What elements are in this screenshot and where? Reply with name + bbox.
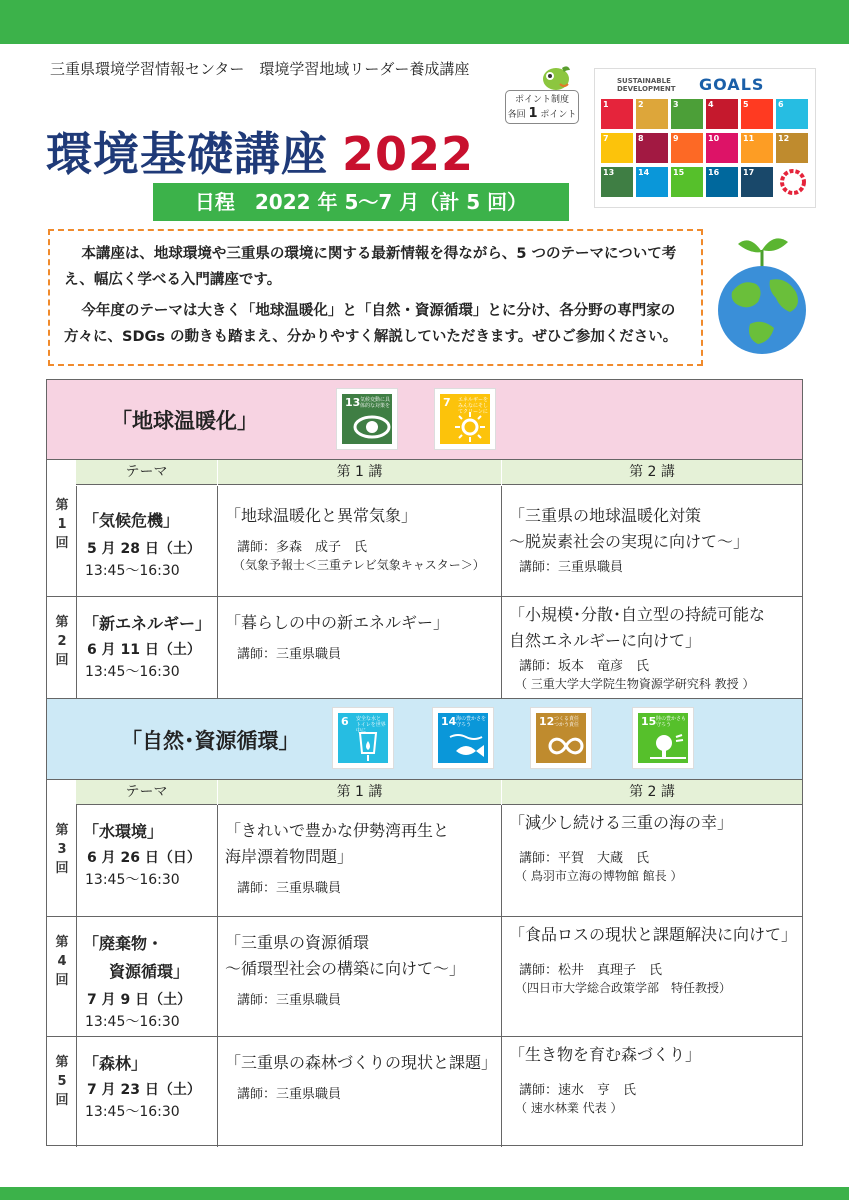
sdg-goals-word: GOALS xyxy=(699,75,765,94)
sdg-tile: 15 xyxy=(671,167,703,197)
lecture1-lecturer: 講師：三重県職員 xyxy=(237,1087,342,1102)
sdg-tile: 4 xyxy=(706,99,738,129)
sdg-goal-label: エネルギーをみんなにそしてクリーンに xyxy=(458,397,489,415)
theme-name: 「水環境」 xyxy=(83,822,164,841)
sdg-goal-number: 6 xyxy=(341,715,349,728)
sdg-tile: 13 xyxy=(601,167,633,197)
sdg-wheel-icon xyxy=(776,167,808,197)
sdg-goal-label: つくる責任 つかう責任 xyxy=(554,716,580,728)
round-label-char: 3 xyxy=(57,842,67,857)
round-label-char: 回 xyxy=(55,653,69,668)
round-label-char: 第 xyxy=(55,615,69,630)
lecture2-title: 「小規模･分散･自立型の持続可能な xyxy=(509,605,766,624)
sdg-tile: 11 xyxy=(741,133,773,163)
sdg-goal-label: 気候変動に具体的な対策を xyxy=(360,397,391,409)
sdg-tile: 8 xyxy=(636,133,668,163)
bottom-color-band xyxy=(0,1187,849,1200)
divider xyxy=(217,917,218,1037)
session-time: 13:45～16:30 xyxy=(85,872,180,888)
round-row xyxy=(47,597,802,698)
round-label-char: 第 xyxy=(55,1055,69,1070)
session-time: 13:45～16:30 xyxy=(85,1014,180,1030)
column-lecture1-header: 第 1 講 xyxy=(218,780,501,805)
organizer-line: 三重県環境学習情報センター 環境学習地域リーダー養成講座 xyxy=(50,60,470,78)
round-row xyxy=(47,486,802,597)
sdg-goal-7-icon xyxy=(435,389,495,449)
column-lecture2-header: 第 2 講 xyxy=(502,460,802,485)
point-badge-line2 xyxy=(506,107,578,122)
point-system-badge xyxy=(505,90,579,124)
round-label-char: 回 xyxy=(55,1093,69,1108)
sdg-goal-15-icon xyxy=(633,708,693,768)
sdg-goal-6-icon xyxy=(333,708,393,768)
lecture1-title: 「三重県の森林づくりの現状と課題」 xyxy=(225,1053,498,1072)
sdg-tile: 2 xyxy=(636,99,668,129)
lecture2-affiliation: （ 鳥羽市立海の博物館 館長 ） xyxy=(515,869,683,883)
round-row xyxy=(47,917,802,1037)
sdg-goal-14-icon xyxy=(433,708,493,768)
top-color-band xyxy=(0,0,849,44)
title-year: 2022 xyxy=(342,127,475,181)
theme-name: 「森林」 xyxy=(83,1054,148,1073)
lecture2-lecturer: 講師：速水 亨 氏 xyxy=(519,1083,637,1098)
round-label-char: 第 xyxy=(55,935,69,950)
sdg-tile: 9 xyxy=(671,133,703,163)
session-time: 13:45～16:30 xyxy=(85,664,180,680)
sdg-tile: 6 xyxy=(776,99,808,129)
lecture2-lecturer: 講師：平賀 大蔵 氏 xyxy=(519,851,650,866)
theme-name: 「新エネルギー」 xyxy=(83,614,212,633)
session-date: 7 月 9 日（土） xyxy=(87,992,192,1008)
session-date: 6 月 11 日（土） xyxy=(87,642,201,658)
section-global-warming-header xyxy=(47,380,802,459)
intro-paragraph-1: 本講座は、地球環境や三重県の環境に関する最新情報を得ながら、5 つのテーマについて考え、幅広く学べる入門講座です。 xyxy=(64,246,677,288)
schedule-bar: 日程 2022 年 5～7 月（計 5 回） xyxy=(153,183,569,221)
round-label-char: 1 xyxy=(57,517,67,532)
sdg-head-line2: DEVELOPMENT xyxy=(617,85,676,93)
round-row xyxy=(47,1037,802,1147)
lecture1-title: 「きれいで豊かな伊勢湾再生と xyxy=(225,821,450,840)
intro-box xyxy=(48,229,703,366)
sdg-goal-number: 14 xyxy=(441,715,457,728)
lecture2-title-line2: ～脱炭素社会の実現に向けて～」 xyxy=(509,532,750,551)
divider xyxy=(217,486,218,597)
sdg-tile: 10 xyxy=(706,133,738,163)
mascot-icon xyxy=(538,62,574,92)
lecture1-title-line2: ～循環型社会の構築に向けて～」 xyxy=(225,959,466,978)
session-date: 7 月 23 日（土） xyxy=(87,1082,201,1098)
column-theme-header: テーマ xyxy=(76,780,217,805)
globe-sprout-icon xyxy=(710,232,814,356)
sdg-goal-label: 陸の豊かさも守ろう xyxy=(656,716,687,728)
theme-name: 「廃棄物・ xyxy=(83,934,164,953)
lecture1-title-line2: 海岸漂着物問題」 xyxy=(225,847,354,866)
lecture2-lecturer: 講師：坂本 竜彦 氏 xyxy=(519,659,650,674)
round-label-char: 第 xyxy=(55,823,69,838)
sdg-goal-number: 12 xyxy=(539,715,555,728)
round-label-char: 回 xyxy=(55,536,69,551)
lecture1-title: 「暮らしの中の新エネルギー」 xyxy=(225,613,450,632)
sdg-tile: 5 xyxy=(741,99,773,129)
column-lecture1-header: 第 1 講 xyxy=(218,460,501,485)
round-row xyxy=(47,805,802,917)
round-label xyxy=(47,1053,77,1110)
round-label-char: 回 xyxy=(55,973,69,988)
sdg-goals-panel xyxy=(594,68,816,208)
section-title: 「地球温暖化」 xyxy=(111,409,258,433)
sdg-goal-13-icon xyxy=(337,389,397,449)
session-date: 6 月 26 日（日） xyxy=(87,850,201,866)
lecture2-lecturer: 講師：松井 真理子 氏 xyxy=(519,963,663,978)
lecture2-title: 「三重県の地球温暖化対策 xyxy=(509,506,702,525)
lecture2-affiliation: （ 速水林業 代表 ） xyxy=(515,1101,623,1115)
theme-name: 「気候危機」 xyxy=(83,511,180,530)
point-badge-prefix: 各回 xyxy=(507,110,526,120)
intro-paragraph-2: 今年度のテーマは大きく「地球温暖化」と「自然・資源循環」とに分け、各分野の専門家の方々に、SDGs の動きも踏まえ、分かりやすく解説していただきます。ぜひご参加ください。 xyxy=(64,303,678,345)
lecture1-title: 「地球温暖化と異常気象」 xyxy=(225,506,418,525)
sdg-tile: 17 xyxy=(741,167,773,197)
column-lecture2-header: 第 2 講 xyxy=(502,780,802,805)
sdg-tile: 14 xyxy=(636,167,668,197)
divider xyxy=(217,597,218,698)
lecture1-lecturer: 講師：三重県職員 xyxy=(237,993,342,1008)
lecture1-lecturer: 講師：多森 成子 氏 xyxy=(237,540,368,555)
round-label-char: 4 xyxy=(57,954,67,969)
divider xyxy=(217,805,218,917)
lecture1-affiliation: （気象予報士＜三重テレビ気象キャスター＞） xyxy=(233,558,485,572)
divider xyxy=(501,486,502,597)
lecture2-title: 「生き物を育む森づくり」 xyxy=(509,1045,702,1064)
lecture2-affiliation: （ 三重大学大学院生物資源学研究科 教授 ） xyxy=(515,677,755,691)
divider xyxy=(501,1037,502,1147)
divider xyxy=(217,1037,218,1147)
round-label-char: 回 xyxy=(55,861,69,876)
sdg-head-line1: SUSTAINABLE xyxy=(617,77,671,85)
lecture1-lecturer: 講師：三重県職員 xyxy=(237,881,342,896)
round-label-char: 2 xyxy=(57,634,67,649)
sdg-goal-number: 13 xyxy=(345,396,361,409)
divider xyxy=(501,917,502,1037)
sdg-tile: 16 xyxy=(706,167,738,197)
divider xyxy=(501,597,502,698)
lecture2-lecturer: 講師：三重県職員 xyxy=(519,560,624,575)
sdg-head xyxy=(617,77,675,93)
theme-name-line2: 資源循環」 xyxy=(109,962,190,981)
point-badge-line1: ポイント制度 xyxy=(514,95,569,105)
round-label xyxy=(47,821,77,878)
session-time: 13:45～16:30 xyxy=(85,1104,180,1120)
sdg-goal-number: 15 xyxy=(641,715,657,728)
round-label xyxy=(47,933,77,990)
session-time: 13:45～16:30 xyxy=(85,563,180,579)
sdg-goal-label: 海の豊かさを守ろう xyxy=(456,716,487,728)
schedule-table xyxy=(46,379,803,1146)
divider xyxy=(501,805,502,917)
round-label xyxy=(47,613,77,670)
point-badge-number: 1 xyxy=(528,106,538,121)
sdg-goal-12-icon xyxy=(531,708,591,768)
lecture2-affiliation: （四日市大学総合政策学部 特任教授） xyxy=(515,981,732,995)
page-title xyxy=(46,118,474,184)
sdg-tile: 7 xyxy=(601,133,633,163)
lecture2-title: 「食品ロスの現状と課題解決に向けて」 xyxy=(509,925,798,944)
round-label xyxy=(47,496,77,553)
column-theme-header: テーマ xyxy=(76,460,217,485)
section-title: 「自然･資源循環」 xyxy=(121,729,300,753)
round-label-char: 第 xyxy=(55,498,69,513)
lecture2-title: 「減少し続ける三重の海の幸」 xyxy=(509,813,734,832)
sdg-goal-number: 7 xyxy=(443,396,451,409)
sdg-tile: 12 xyxy=(776,133,808,163)
title-text: 環境基礎講座 xyxy=(46,127,328,181)
round-label-char: 5 xyxy=(57,1074,67,1089)
sdg-goal-label: 安全な水とトイレを世界中に xyxy=(356,716,386,734)
sdg-tile: 1 xyxy=(601,99,633,129)
sdg-tile: 3 xyxy=(671,99,703,129)
lecture1-title: 「三重県の資源循環 xyxy=(225,933,370,952)
session-date: 5 月 28 日（土） xyxy=(87,541,201,557)
lecture1-lecturer: 講師：三重県職員 xyxy=(237,647,342,662)
lecture2-title-line2: 自然エネルギーに向けて」 xyxy=(509,631,702,650)
point-badge-suffix: ポイント xyxy=(540,110,577,120)
